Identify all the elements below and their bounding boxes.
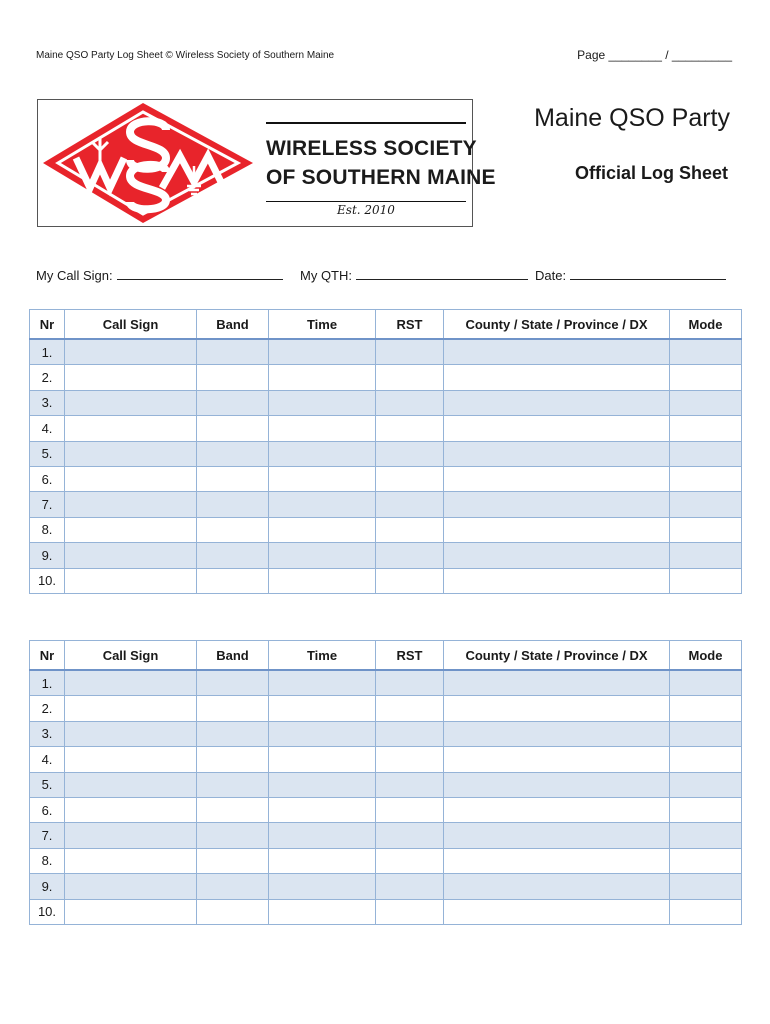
table-row [30, 492, 742, 517]
row-number: 1. [30, 670, 65, 696]
table-row [30, 797, 742, 822]
row-number: 8. [30, 517, 65, 542]
county-state-province-dx-cell[interactable] [444, 696, 670, 721]
column-header-call-sign: Call Sign [65, 641, 197, 671]
table-row [30, 721, 742, 746]
call-sign-cell[interactable] [65, 848, 197, 873]
table-header-row [30, 310, 742, 340]
row-number: 10. [30, 568, 65, 593]
rst-cell[interactable] [376, 797, 444, 822]
row-number: 7. [30, 823, 65, 848]
logo-text-line1: WIRELESS SOCIETY [266, 137, 477, 160]
county-state-province-dx-cell[interactable] [444, 492, 670, 517]
call-sign-cell[interactable] [65, 899, 197, 924]
time-cell[interactable] [269, 339, 376, 365]
club-logo [37, 99, 496, 227]
column-header-mode: Mode [670, 641, 742, 671]
column-header-call-sign: Call Sign [65, 310, 197, 340]
band-cell[interactable] [197, 441, 269, 466]
rst-cell[interactable] [376, 696, 444, 721]
mode-cell[interactable] [670, 339, 742, 365]
row-number: 6. [30, 466, 65, 491]
county-state-province-dx-cell[interactable] [444, 797, 670, 822]
time-cell[interactable] [269, 772, 376, 797]
band-cell[interactable] [197, 390, 269, 415]
band-cell[interactable] [197, 848, 269, 873]
call-sign-cell[interactable] [65, 568, 197, 593]
log-table-1 [29, 309, 742, 594]
table-row [30, 772, 742, 797]
logo-established: Est. 2010 [337, 203, 395, 217]
my-call-sign-field[interactable] [36, 265, 283, 283]
band-cell[interactable] [197, 339, 269, 365]
rst-cell[interactable] [376, 466, 444, 491]
row-number: 10. [30, 899, 65, 924]
call-sign-cell[interactable] [65, 365, 197, 390]
my-qth-label: My QTH: [300, 268, 352, 283]
county-state-province-dx-cell[interactable] [444, 874, 670, 899]
county-state-province-dx-cell[interactable] [444, 441, 670, 466]
date-field[interactable] [535, 265, 726, 283]
rst-cell[interactable] [376, 670, 444, 696]
my-qth-blank[interactable] [356, 265, 528, 280]
table-row [30, 747, 742, 772]
time-cell[interactable] [269, 365, 376, 390]
county-state-province-dx-cell[interactable] [444, 848, 670, 873]
time-cell[interactable] [269, 543, 376, 568]
row-number: 2. [30, 365, 65, 390]
county-state-province-dx-cell[interactable] [444, 899, 670, 924]
time-cell[interactable] [269, 797, 376, 822]
table-row [30, 670, 742, 696]
log-table-2 [29, 640, 742, 925]
band-cell[interactable] [197, 823, 269, 848]
row-number: 5. [30, 441, 65, 466]
band-cell[interactable] [197, 492, 269, 517]
mode-cell[interactable] [670, 696, 742, 721]
time-cell[interactable] [269, 899, 376, 924]
table-header-row [30, 641, 742, 671]
band-cell[interactable] [197, 543, 269, 568]
call-sign-cell[interactable] [65, 823, 197, 848]
call-sign-cell[interactable] [65, 416, 197, 441]
time-cell[interactable] [269, 848, 376, 873]
table-row [30, 696, 742, 721]
band-cell[interactable] [197, 416, 269, 441]
mode-cell[interactable] [670, 441, 742, 466]
county-state-province-dx-cell[interactable] [444, 568, 670, 593]
county-state-province-dx-cell[interactable] [444, 390, 670, 415]
band-cell[interactable] [197, 797, 269, 822]
page-number-field[interactable]: Page ________ / _________ [577, 48, 732, 62]
row-number: 4. [30, 416, 65, 441]
rst-cell[interactable] [376, 772, 444, 797]
mode-cell[interactable] [670, 517, 742, 542]
logo-text-line2: OF SOUTHERN MAINE [266, 166, 496, 189]
row-number: 9. [30, 874, 65, 899]
mode-cell[interactable] [670, 823, 742, 848]
rst-cell[interactable] [376, 492, 444, 517]
county-state-province-dx-cell[interactable] [444, 365, 670, 390]
county-state-province-dx-cell[interactable] [444, 670, 670, 696]
column-header-rst: RST [376, 641, 444, 671]
band-cell[interactable] [197, 365, 269, 390]
rst-cell[interactable] [376, 721, 444, 746]
mode-cell[interactable] [670, 874, 742, 899]
call-sign-cell[interactable] [65, 492, 197, 517]
call-sign-cell[interactable] [65, 670, 197, 696]
logo-rule-top [266, 122, 466, 124]
rst-cell[interactable] [376, 365, 444, 390]
time-cell[interactable] [269, 721, 376, 746]
time-cell[interactable] [269, 747, 376, 772]
rst-cell[interactable] [376, 747, 444, 772]
call-sign-cell[interactable] [65, 339, 197, 365]
time-cell[interactable] [269, 670, 376, 696]
rst-cell[interactable] [376, 899, 444, 924]
county-state-province-dx-cell[interactable] [444, 721, 670, 746]
call-sign-cell[interactable] [65, 466, 197, 491]
band-cell[interactable] [197, 517, 269, 542]
column-header-rst: RST [376, 310, 444, 340]
band-cell[interactable] [197, 747, 269, 772]
mode-cell[interactable] [670, 772, 742, 797]
county-state-province-dx-cell[interactable] [444, 466, 670, 491]
county-state-province-dx-cell[interactable] [444, 543, 670, 568]
band-cell[interactable] [197, 466, 269, 491]
time-cell[interactable] [269, 823, 376, 848]
column-header-mode: Mode [670, 310, 742, 340]
band-cell[interactable] [197, 874, 269, 899]
rst-cell[interactable] [376, 517, 444, 542]
mode-cell[interactable] [670, 492, 742, 517]
time-cell[interactable] [269, 517, 376, 542]
time-cell[interactable] [269, 568, 376, 593]
call-sign-cell[interactable] [65, 721, 197, 746]
column-header-band: Band [197, 641, 269, 671]
time-cell[interactable] [269, 466, 376, 491]
row-number: 3. [30, 721, 65, 746]
rst-cell[interactable] [376, 823, 444, 848]
rst-cell[interactable] [376, 874, 444, 899]
rst-cell[interactable] [376, 848, 444, 873]
mode-cell[interactable] [670, 390, 742, 415]
call-sign-cell[interactable] [65, 797, 197, 822]
band-cell[interactable] [197, 772, 269, 797]
table-row [30, 466, 742, 491]
table-row [30, 390, 742, 415]
row-number: 6. [30, 797, 65, 822]
time-cell[interactable] [269, 441, 376, 466]
time-cell[interactable] [269, 390, 376, 415]
column-header-band: Band [197, 310, 269, 340]
mode-cell[interactable] [670, 721, 742, 746]
my-call-sign-label: My Call Sign: [36, 268, 113, 283]
logo-rule-bottom [266, 201, 466, 202]
page-title: Maine QSO Party [534, 104, 730, 132]
county-state-province-dx-cell[interactable] [444, 517, 670, 542]
rst-cell[interactable] [376, 441, 444, 466]
call-sign-cell[interactable] [65, 696, 197, 721]
county-state-province-dx-cell[interactable] [444, 339, 670, 365]
mode-cell[interactable] [670, 416, 742, 441]
table-row [30, 365, 742, 390]
row-number: 9. [30, 543, 65, 568]
rst-cell[interactable] [376, 416, 444, 441]
row-number: 1. [30, 339, 65, 365]
call-sign-cell[interactable] [65, 772, 197, 797]
mode-cell[interactable] [670, 466, 742, 491]
date-label: Date: [535, 268, 567, 283]
table-row [30, 848, 742, 873]
rst-cell[interactable] [376, 339, 444, 365]
row-number: 4. [30, 747, 65, 772]
table-row [30, 441, 742, 466]
table-row [30, 823, 742, 848]
county-state-province-dx-cell[interactable] [444, 747, 670, 772]
call-sign-cell[interactable] [65, 390, 197, 415]
table-row [30, 416, 742, 441]
column-header-nr: Nr [30, 310, 65, 340]
row-number: 3. [30, 390, 65, 415]
table-row [30, 874, 742, 899]
band-cell[interactable] [197, 899, 269, 924]
county-state-province-dx-cell[interactable] [444, 416, 670, 441]
page-subtitle: Official Log Sheet [574, 163, 728, 183]
row-number: 2. [30, 696, 65, 721]
rst-cell[interactable] [376, 390, 444, 415]
column-header-county-state-province-dx: County / State / Province / DX [444, 310, 670, 340]
band-cell[interactable] [197, 670, 269, 696]
band-cell[interactable] [197, 568, 269, 593]
call-sign-cell[interactable] [65, 441, 197, 466]
table-row [30, 899, 742, 924]
table-row [30, 543, 742, 568]
table-row [30, 568, 742, 593]
call-sign-cell[interactable] [65, 517, 197, 542]
column-header-time: Time [269, 310, 376, 340]
time-cell[interactable] [269, 416, 376, 441]
mode-cell[interactable] [670, 670, 742, 696]
band-cell[interactable] [197, 696, 269, 721]
my-call-sign-blank[interactable] [117, 265, 283, 280]
rst-cell[interactable] [376, 543, 444, 568]
time-cell[interactable] [269, 874, 376, 899]
band-cell[interactable] [197, 721, 269, 746]
mode-cell[interactable] [670, 543, 742, 568]
mode-cell[interactable] [670, 848, 742, 873]
column-header-county-state-province-dx: County / State / Province / DX [444, 641, 670, 671]
call-sign-cell[interactable] [65, 874, 197, 899]
table-row [30, 339, 742, 365]
mode-cell[interactable] [670, 747, 742, 772]
document-header-note: Maine QSO Party Log Sheet © Wireless Society of Southern Maine [36, 50, 335, 61]
table-row [30, 517, 742, 542]
column-header-time: Time [269, 641, 376, 671]
mode-cell[interactable] [670, 797, 742, 822]
my-qth-field[interactable] [300, 265, 528, 283]
time-cell[interactable] [269, 492, 376, 517]
mode-cell[interactable] [670, 899, 742, 924]
date-blank[interactable] [570, 265, 726, 280]
county-state-province-dx-cell[interactable] [444, 772, 670, 797]
row-number: 8. [30, 848, 65, 873]
time-cell[interactable] [269, 696, 376, 721]
mode-cell[interactable] [670, 365, 742, 390]
column-header-nr: Nr [30, 641, 65, 671]
county-state-province-dx-cell[interactable] [444, 823, 670, 848]
mode-cell[interactable] [670, 568, 742, 593]
rst-cell[interactable] [376, 568, 444, 593]
call-sign-cell[interactable] [65, 543, 197, 568]
row-number: 5. [30, 772, 65, 797]
row-number: 7. [30, 492, 65, 517]
call-sign-cell[interactable] [65, 747, 197, 772]
